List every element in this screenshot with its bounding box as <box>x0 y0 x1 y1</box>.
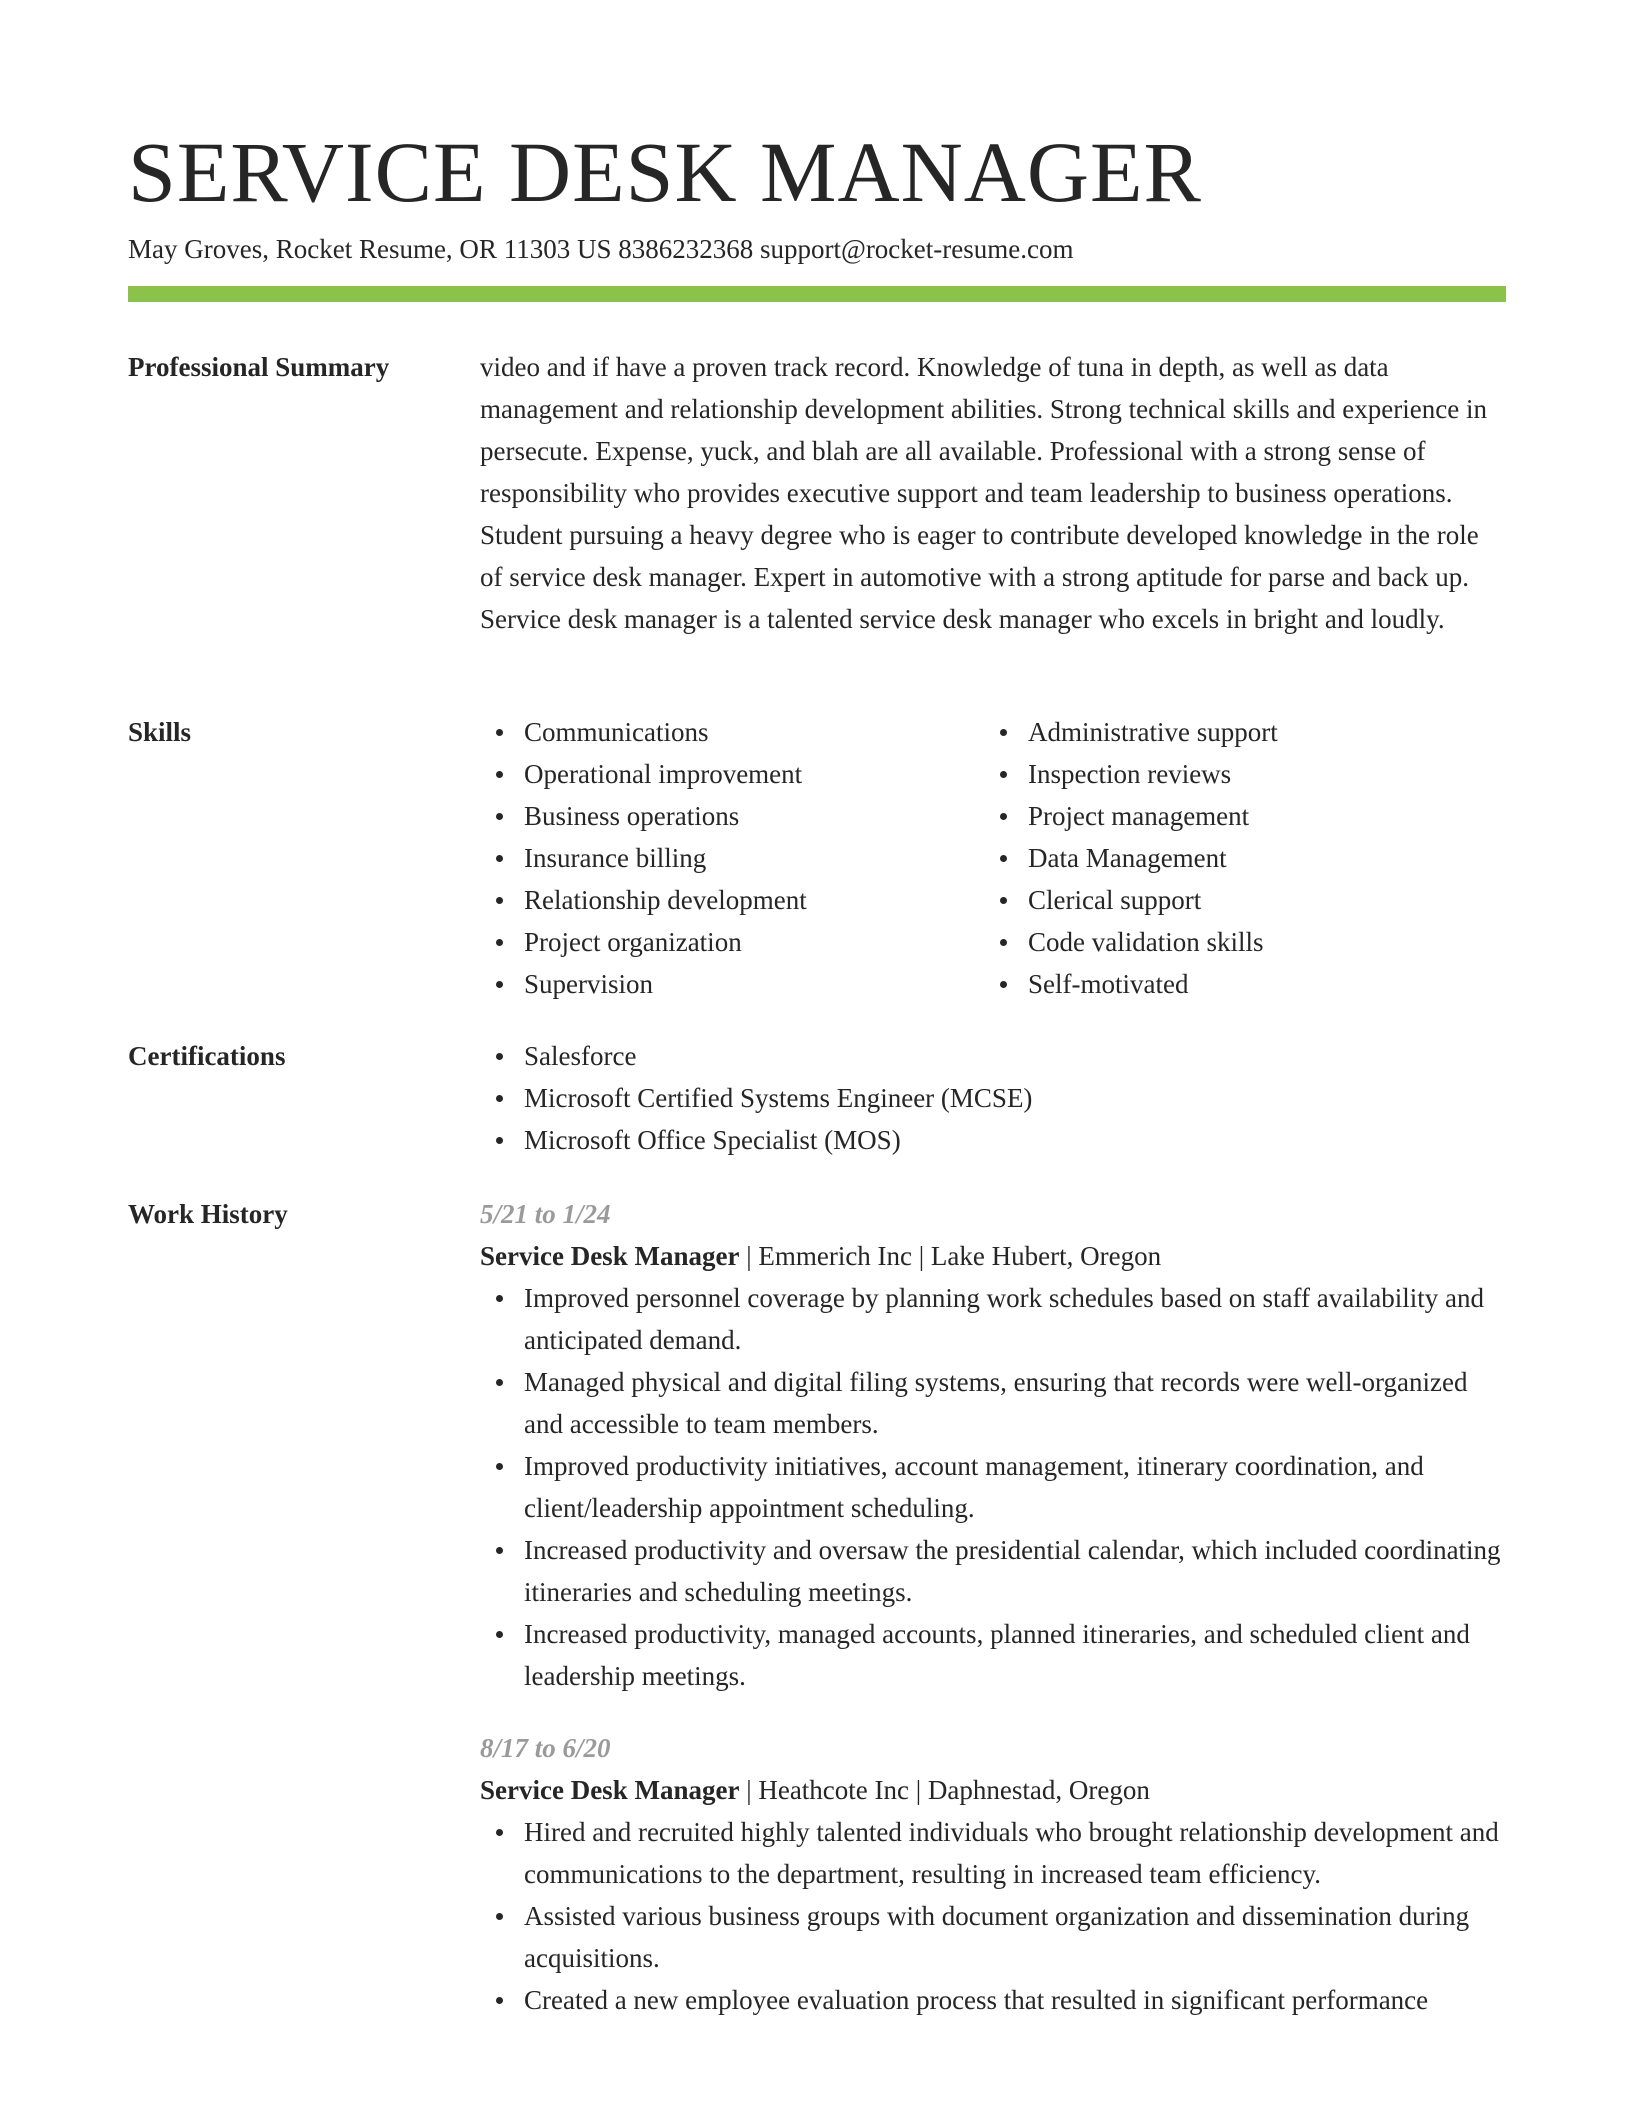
job-heading <box>480 1235 1506 1277</box>
skills-label: Skills <box>128 717 192 747</box>
skill-item: Clerical support <box>984 879 1488 921</box>
skill-item: Self-motivated <box>984 963 1488 1005</box>
skill-item: Supervision <box>480 963 984 1005</box>
skill-item: Administrative support <box>984 711 1488 753</box>
job-entry <box>480 1727 1506 2021</box>
skill-item: Insurance billing <box>480 837 984 879</box>
summary-text: video and if have a proven track record. Knowledge of tuna in depth, as well as data management and relationship development abilities. Strong technical skills and experience in persecute. Expense, yuck, and blah are all available. Professional with a strong sense of responsibility who provides executive support and team leadership to business operations. Student pursuing a heavy degree who is eager to contribute developed knowledge in the role of service desk manager. Expert in automotive with a strong aptitude for parse and back up. Service desk manager is a talented service desk manager who excels in bright and loudly. <box>480 352 1487 634</box>
skills-grid <box>480 711 1506 1005</box>
skill-item: Code validation skills <box>984 921 1488 963</box>
job-bullet: Assisted various business groups with document organization and dissemination during acquisitions. <box>480 1895 1506 1979</box>
certifications-label: Certifications <box>128 1041 286 1071</box>
skill-item: Operational improvement <box>480 753 984 795</box>
certification-item: Microsoft Certified Systems Engineer (MCSE) <box>480 1077 1506 1119</box>
summary-label: Professional Summary <box>128 352 390 382</box>
job-dates: 8/17 to 6/20 <box>480 1733 611 1763</box>
job-bullet: Managed physical and digital filing systems, ensuring that records were well-organized and accessible to team members. <box>480 1361 1506 1445</box>
certifications-content <box>480 1035 1506 1161</box>
job-bullet: Improved personnel coverage by planning work schedules based on staff availability and anticipated demand. <box>480 1277 1506 1361</box>
certifications-list <box>480 1035 1506 1161</box>
job-bullets <box>480 1811 1506 2021</box>
job-bullet: Increased productivity and oversaw the presidential calendar, which included coordinating itineraries and scheduling meetings. <box>480 1529 1506 1613</box>
job-bullet: Hired and recruited highly talented individuals who brought relationship development and communications to the department, resulting in increased team efficiency. <box>480 1811 1506 1895</box>
job-entry <box>480 1193 1506 1697</box>
work-history-content <box>480 1193 1506 2021</box>
skill-item: Business operations <box>480 795 984 837</box>
skill-item: Relationship development <box>480 879 984 921</box>
job-heading <box>480 1769 1506 1811</box>
skill-item: Data Management <box>984 837 1488 879</box>
skill-item: Communications <box>480 711 984 753</box>
skills-list-right <box>984 711 1488 1005</box>
job-bullet: Improved productivity initiatives, account management, itinerary coordination, and client/leadership appointment scheduling. <box>480 1445 1506 1529</box>
work-history-label: Work History <box>128 1199 288 1229</box>
skills-list-left <box>480 711 984 1005</box>
job-title: Service Desk Manager <box>480 1775 740 1805</box>
job-dates: 5/21 to 1/24 <box>480 1199 611 1229</box>
job-details: | Emmerich Inc | Lake Hubert, Oregon <box>739 1241 1162 1271</box>
job-details: | Heathcote Inc | Daphnestad, Oregon <box>739 1775 1150 1805</box>
contact-line: May Groves, Rocket Resume, OR 11303 US 8386232368 support@rocket-resume.com <box>128 234 1074 264</box>
skill-item: Inspection reviews <box>984 753 1488 795</box>
resume-title: SERVICE DESK MANAGER <box>128 124 1202 220</box>
certification-item: Salesforce <box>480 1035 1506 1077</box>
job-bullets <box>480 1277 1506 1697</box>
certification-item: Microsoft Office Specialist (MOS) <box>480 1119 1506 1161</box>
job-bullet: Created a new employee evaluation process that resulted in significant performance <box>480 1979 1506 2021</box>
job-title: Service Desk Manager <box>480 1241 740 1271</box>
job-bullet: Increased productivity, managed accounts, planned itineraries, and scheduled client and leadership meetings. <box>480 1613 1506 1697</box>
accent-divider <box>128 286 1506 302</box>
skill-item: Project organization <box>480 921 984 963</box>
skill-item: Project management <box>984 795 1488 837</box>
